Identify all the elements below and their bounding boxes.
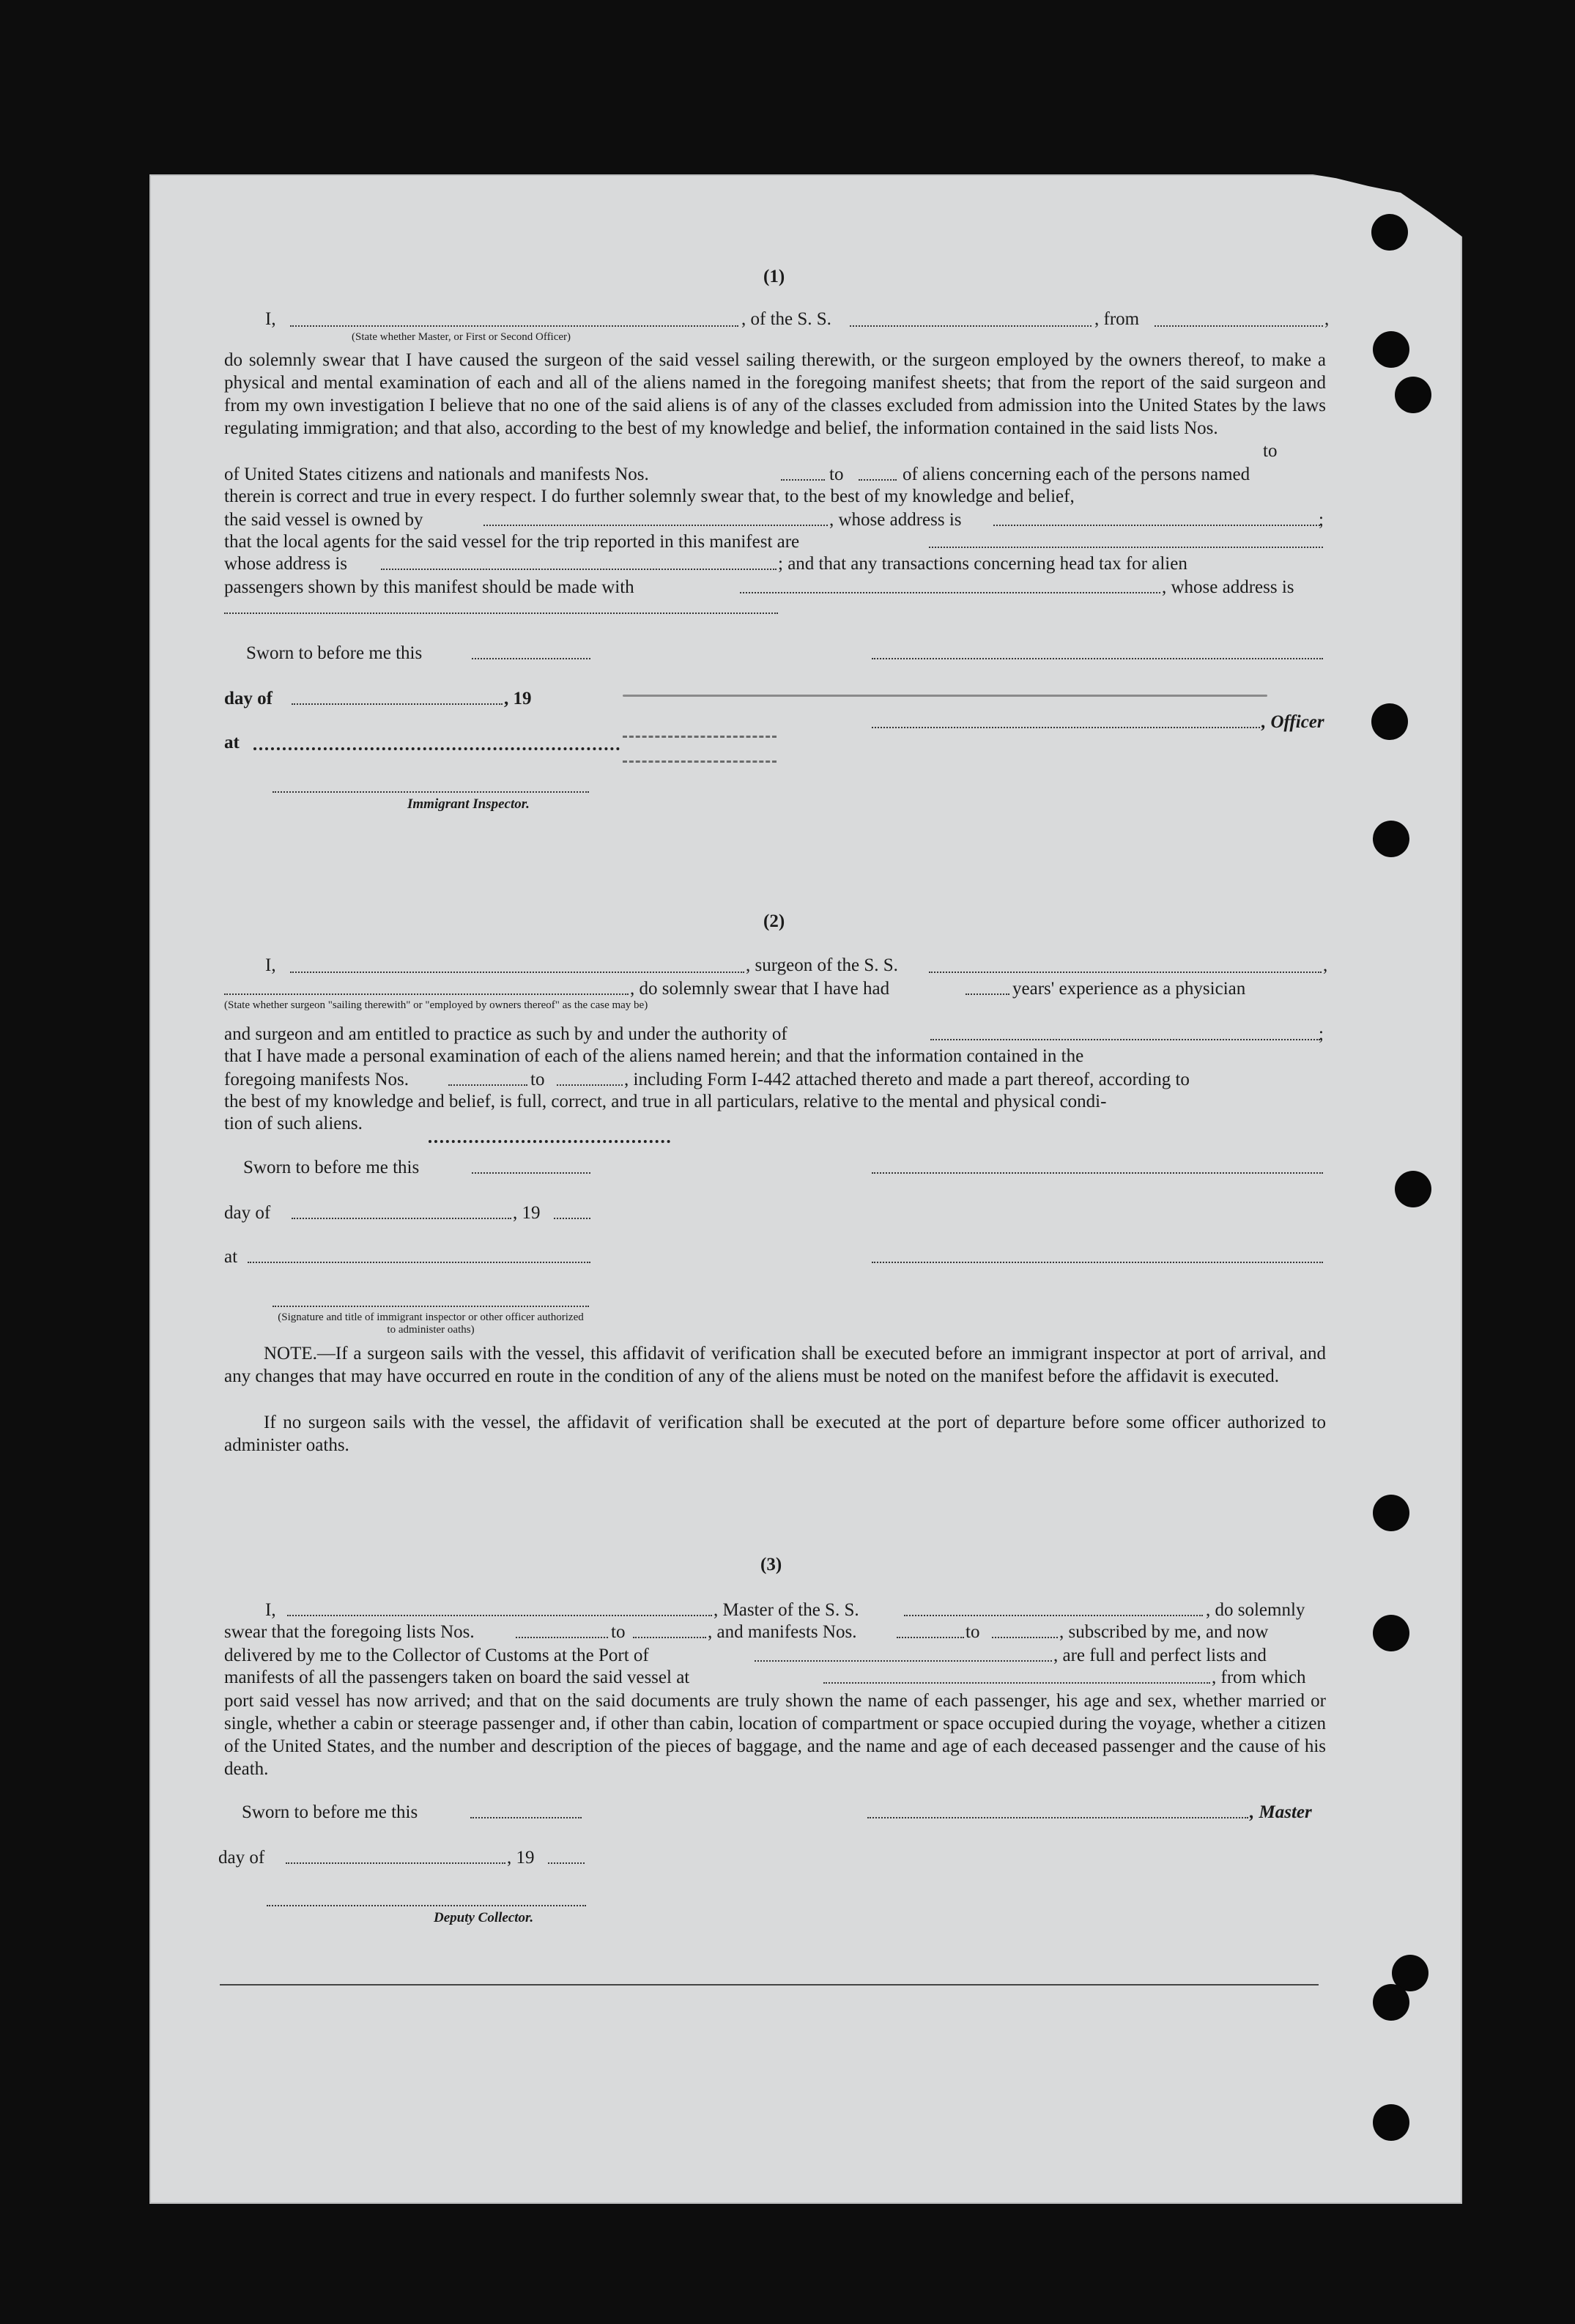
s2-surgeon-of-ss: , surgeon of the S. S.	[746, 955, 898, 975]
s2-foregoing: foregoing manifests Nos.	[224, 1070, 410, 1089]
s3-lists-from-field[interactable]	[516, 1637, 608, 1638]
s1-officer-caption: (State whether Master, or First or Second Officer)	[352, 331, 571, 343]
s3-manifests-to-field[interactable]	[992, 1637, 1058, 1638]
bottom-rule	[220, 1984, 1319, 1986]
s1-whose-address2: whose address is	[224, 554, 348, 574]
s2-at: at	[224, 1247, 238, 1267]
s3-swear: swear that the foregoing lists Nos.	[224, 1622, 475, 1642]
s3-deputy-label: Deputy Collector.	[434, 1910, 534, 1925]
s2-note2: If no surgeon sails with the vessel, the affidavit of verification shall be executed at the port of departure before some officer authorized to administer oaths.	[224, 1413, 1326, 1455]
s2-authority-field[interactable]	[930, 1039, 1320, 1040]
s1-day-of: day of	[224, 689, 273, 708]
s2-surgeon-type-field[interactable]	[224, 993, 629, 995]
s1-correct: therein is correct and true in every respect. I do further solemnly swear that, to the best of my knowledge and belief,	[224, 486, 1075, 506]
s1-paragraph: do solemnly swear that I have caused the surgeon of the said vessel sailing therewith, or the surgeon employed by the owners thereof, to make a physical and mental examination of each and all of the aliens named in the foregoing manifest sheets; that from the report of the said surgeon and from my own investigation I believe that no one of the said aliens is of any of the classes excluded from admission into the United States by the laws regulating immigration; and that also, according to the best of my knowledge and belief, the information contained in the said lists Nos.	[224, 350, 1326, 438]
s3-master-label: , Master	[1250, 1802, 1312, 1822]
s3-lists-to-field[interactable]	[633, 1637, 706, 1638]
section1-number: (1)	[763, 267, 785, 286]
binder-hole	[1395, 1171, 1431, 1207]
s1-officer-name-field[interactable]	[290, 325, 738, 327]
s1-at-field[interactable]	[253, 747, 620, 750]
s3-master-of: , Master of the S. S.	[714, 1600, 859, 1620]
s3-subscribed: , subscribed by me, and now	[1059, 1622, 1269, 1642]
s3-from-which: , from which	[1212, 1668, 1306, 1687]
s1-agents-field[interactable]	[929, 547, 1323, 548]
s2-sworn-field[interactable]	[472, 1172, 590, 1174]
s1-sworn: Sworn to before me this	[246, 643, 423, 663]
binder-hole	[1395, 377, 1431, 413]
s3-delivered: delivered by me to the Collector of Customs at the Port of	[224, 1646, 649, 1665]
s1-owner-address-field[interactable]	[993, 525, 1320, 526]
s1-owner-field[interactable]	[483, 525, 828, 526]
s1-passengers-shown: passengers shown by this manifest should be made with	[224, 577, 634, 597]
s3-full: , are full and perfect lists and	[1053, 1646, 1267, 1665]
s1-of-ss: , of the S. S.	[741, 309, 831, 329]
s2-nineteen: , 19	[513, 1203, 541, 1223]
s2-years-field[interactable]	[966, 993, 1009, 995]
binder-hole	[1371, 703, 1408, 740]
s1-officer-label: , Officer	[1261, 712, 1324, 732]
s2-note-text: —If a surgeon sails with the vessel, this affidavit of verification shall be executed before an immigrant inspector at port of arrival, and any changes that may have occurred en route in the condition of any of the aliens must be noted on the manifest before the affidavit is executed.	[224, 1344, 1326, 1386]
s3-day-field[interactable]	[286, 1862, 505, 1864]
s3-to1: to	[611, 1622, 626, 1642]
s2-sworn: Sworn to before me this	[243, 1158, 420, 1177]
bleed-through-dash	[623, 761, 777, 763]
s2-manifest-to-field[interactable]	[557, 1084, 623, 1086]
s2-manifest-from-field[interactable]	[448, 1084, 527, 1086]
s3-master-signature-line[interactable]	[867, 1817, 1248, 1818]
section2-number: (2)	[763, 911, 785, 931]
s1-owned-by: the said vessel is owned by	[224, 510, 423, 530]
s1-to1: to	[1263, 441, 1278, 461]
s2-do-solemnly: , do solemnly swear that I have had	[630, 979, 890, 999]
s1-semicolon: ;	[1319, 510, 1324, 530]
binder-hole	[1373, 1495, 1409, 1531]
s3-do-solemnly: , do solemnly	[1206, 1600, 1305, 1620]
s3-day-of: day of	[218, 1848, 265, 1868]
binder-hole	[1373, 821, 1409, 857]
s2-including: , including Form I-442 attached thereto and made a part thereof, according to	[624, 1070, 1190, 1089]
s3-i: I,	[265, 1600, 276, 1620]
s1-nineteen: , 19	[504, 689, 532, 708]
s3-sworn: Sworn to before me this	[242, 1802, 418, 1822]
s2-day-field[interactable]	[292, 1218, 511, 1219]
s1-officer-signature-line1[interactable]	[872, 658, 1323, 659]
s2-best: the best of my knowledge and belief, is full, correct, and true in all particulars, relative to the mental and physical condi-	[224, 1092, 1107, 1111]
s2-note-label: NOTE.	[264, 1344, 317, 1363]
s2-para: that I have made a personal examination of each of the aliens named herein; and that the information contained in the	[224, 1046, 1084, 1066]
s1-manifest-to-field[interactable]	[859, 479, 897, 481]
s1-head-tax-address-field[interactable]	[224, 613, 778, 614]
s2-years-exp: years' experience as a physician	[1012, 979, 1246, 999]
s1-sworn-field[interactable]	[472, 658, 590, 659]
s1-head-tax: ; and that any transactions concerning head tax for alien	[778, 554, 1187, 574]
s2-vessel-field[interactable]	[929, 972, 1322, 973]
s2-caption: (State whether surgeon "sailing therewith" or "employed by owners thereof" as the case may be)	[224, 999, 648, 1011]
s1-day-field[interactable]	[292, 703, 503, 705]
s3-manifests-all: manifests of all the passengers taken on board the said vessel at	[224, 1668, 690, 1687]
binder-hole	[1373, 1615, 1409, 1651]
s2-at-field[interactable]	[248, 1262, 590, 1263]
s3-year-field[interactable]	[548, 1862, 585, 1864]
s2-sig-caption: (Signature and title of immigrant inspector or other officer authorized to administer oaths)	[278, 1311, 584, 1336]
s2-note	[224, 1342, 1326, 1388]
s2-surgeon-name-field[interactable]	[290, 972, 744, 973]
s3-master-name-field[interactable]	[287, 1615, 712, 1616]
s1-inspector-signature-line[interactable]	[273, 791, 589, 793]
s1-i: I,	[265, 309, 276, 329]
s3-manifests: , and manifests Nos.	[708, 1622, 857, 1642]
s2-surgeon-title-line[interactable]	[872, 1262, 1323, 1263]
binder-hole	[1373, 1984, 1409, 2021]
section3-number: (3)	[760, 1555, 782, 1574]
s2-tion: tion of such aliens.	[224, 1114, 363, 1133]
s2-year-field[interactable]	[554, 1218, 590, 1219]
s1-at: at	[224, 733, 240, 752]
binder-hole	[1373, 331, 1409, 368]
s3-manifests-from-field[interactable]	[897, 1637, 964, 1638]
s1-citizens: of United States citizens and nationals and manifests Nos.	[224, 465, 649, 484]
s3-vessel-field[interactable]	[904, 1615, 1203, 1616]
binder-hole	[1371, 214, 1408, 251]
s3-deputy-signature-line[interactable]	[267, 1905, 586, 1906]
s1-head-tax-field[interactable]	[740, 592, 1160, 593]
s1-whose-address3: , whose address is	[1162, 577, 1294, 597]
s1-manifest-from-field[interactable]	[781, 479, 825, 481]
s3-to2: to	[966, 1622, 980, 1642]
s3-port-field[interactable]	[755, 1660, 1052, 1662]
s1-agents-address-field[interactable]	[381, 569, 777, 570]
s1-aliens-concerning: of aliens concerning each of the persons named	[903, 465, 1250, 484]
bleed-through-dash	[623, 736, 777, 738]
s1-vessel-field[interactable]	[850, 325, 1092, 327]
s2-authority: and surgeon and am entitled to practice as such by and under the authority of	[224, 1024, 788, 1044]
s3-sworn-field[interactable]	[470, 1817, 582, 1818]
bleed-through-line	[623, 695, 1267, 697]
s1-comma: ,	[1324, 309, 1330, 329]
s2-comma: ,	[1323, 955, 1328, 975]
s2-i: I,	[265, 955, 276, 975]
s3-boarding-port-field[interactable]	[823, 1682, 1210, 1684]
s1-local-agents: that the local agents for the said vessel for the trip reported in this manifest are	[224, 532, 800, 552]
s3-para: port said vessel has now arrived; and that on the said documents are truly shown the name of each passenger, his age and sex, whether married or single, whether a cabin or steerage passenger and, if other than cabin, location of compartment or space occupied during the voyage, whether a citizen of the United States, and the number and description of the pieces of baggage, and the name and age of each deceased passenger and the cause of his death.	[224, 1691, 1326, 1779]
s1-officer-signature-line2[interactable]	[872, 727, 1260, 728]
s1-to2: to	[829, 465, 844, 484]
bleed-through-dots	[429, 1140, 670, 1143]
s2-to: to	[530, 1070, 545, 1089]
s2-surgeon-signature-line[interactable]	[872, 1172, 1323, 1174]
s1-inspector-label: Immigrant Inspector.	[407, 796, 530, 812]
binder-hole	[1373, 2104, 1409, 2141]
s2-inspector-signature-line[interactable]	[273, 1306, 589, 1307]
s1-whose-address: , whose address is	[829, 510, 962, 530]
s2-day-of: day of	[224, 1203, 271, 1223]
s2-semicolon: ;	[1319, 1024, 1324, 1044]
s1-from-field[interactable]	[1155, 325, 1323, 327]
s1-from: , from	[1094, 309, 1140, 329]
s3-nineteen: , 19	[507, 1848, 535, 1868]
